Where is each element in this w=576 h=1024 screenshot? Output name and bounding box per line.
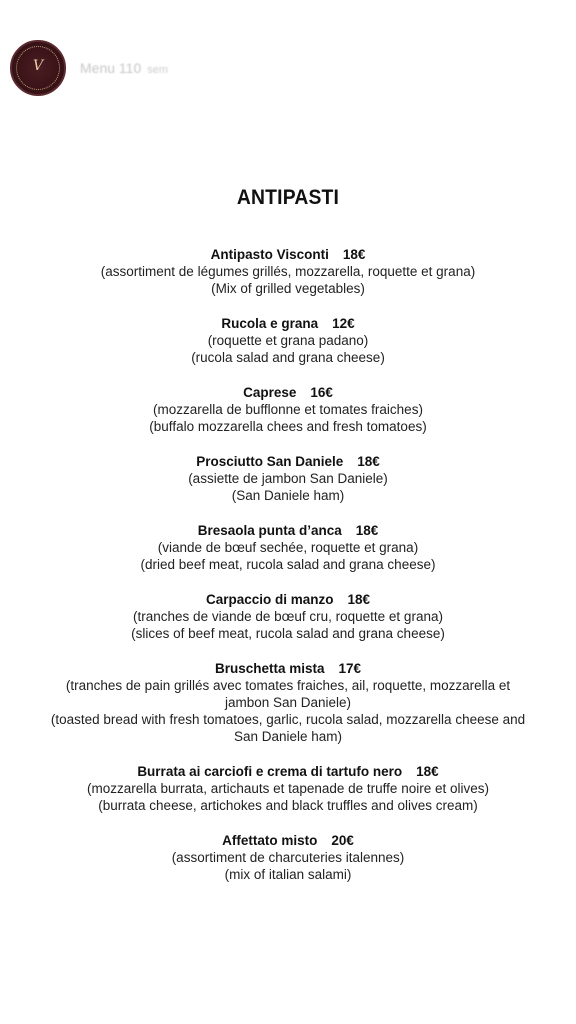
menu-item <box>0 591 576 642</box>
menu-item-description: (mozzarella burrata, artichauts et tapenade de truffe noire et olives) <box>87 781 489 796</box>
menu-item-price: 20€ <box>331 833 354 848</box>
menu-item-description: (toasted bread with fresh tomatoes, garlic, rucola salad, mozzarella cheese and <box>50 712 526 727</box>
menu-item-description: (tranches de viande de bœuf cru, roquette et grana) <box>133 609 443 624</box>
menu-item-description: (roquette et grana padano) <box>207 333 369 348</box>
menu-item-header <box>0 384 576 401</box>
menu-item-header <box>0 763 576 780</box>
menu-item-description: (tranches de pain grillés avec tomates fraiches, ail, roquette, mozzarella et <box>65 678 511 693</box>
menu-item <box>0 660 576 745</box>
menu-item-description: San Daniele ham) <box>233 729 343 744</box>
profile-avatar[interactable] <box>10 40 66 96</box>
logo-monogram-icon: V <box>32 58 44 74</box>
menu-item-name: Affettato misto <box>222 833 318 848</box>
menu-item <box>0 246 576 297</box>
menu-item-header <box>0 246 576 263</box>
menu-item-name: Caprese <box>243 385 297 400</box>
menu-item <box>0 522 576 573</box>
menu-item-header <box>0 591 576 608</box>
menu-item-description: (viande de bœuf sechée, roquette et grana) <box>157 540 419 555</box>
menu-item-description: (mix of italian salami) <box>224 867 352 882</box>
menu-item <box>0 315 576 366</box>
menu-item-description: (assiette de jambon San Daniele) <box>188 471 388 486</box>
menu-item-description: (slices of beef meat, rucola salad and grana cheese) <box>131 626 445 641</box>
menu-section-title: ANTIPASTI <box>236 186 340 209</box>
menu-item-price: 17€ <box>338 661 362 676</box>
story-meta <box>80 60 168 76</box>
menu-item-name: Rucola e grana <box>221 316 319 331</box>
menu-item-description: (San Daniele ham) <box>231 488 345 503</box>
menu-item-description: (buffalo mozzarella chees and fresh tomatoes) <box>149 419 427 434</box>
menu-item-name: Antipasto Visconti <box>210 247 329 262</box>
menu-item-header <box>0 453 576 470</box>
menu-page <box>0 186 576 901</box>
menu-item <box>0 832 576 883</box>
menu-item-description: jambon San Daniele) <box>224 695 352 710</box>
menu-item-description: (Mix of grilled vegetables) <box>211 281 365 296</box>
menu-item-description: (dried beef meat, rucola salad and grana cheese) <box>140 557 436 572</box>
menu-item-name: Bruschetta mista <box>214 661 325 676</box>
story-timestamp: sem <box>147 64 169 76</box>
menu-item-name: Prosciutto San Daniele <box>196 454 344 469</box>
menu-item-price: 18€ <box>342 247 366 262</box>
menu-item-name: Burrata ai carciofi e crema di tartufo nero <box>137 764 403 779</box>
menu-item-header <box>0 660 576 677</box>
menu-item-price: 18€ <box>347 592 371 607</box>
menu-item-description: (burrata cheese, artichokes and black truffles and olives cream) <box>98 798 478 813</box>
menu-item-header <box>0 832 576 849</box>
menu-item-price: 18€ <box>416 764 439 779</box>
story-header <box>10 40 168 96</box>
menu-item-description: (mozzarella de bufflonne et tomates fraiches) <box>153 402 423 417</box>
menu-item-header <box>0 522 576 539</box>
menu-item <box>0 453 576 504</box>
menu-item-header <box>0 315 576 332</box>
menu-item <box>0 384 576 435</box>
menu-item <box>0 763 576 814</box>
menu-item-price: 18€ <box>357 454 380 469</box>
menu-item-description: (rucola salad and grana cheese) <box>191 350 385 365</box>
menu-item-description: (assortiment de charcuteries italennes) <box>171 850 405 865</box>
account-name[interactable]: Menu 110 <box>80 60 142 76</box>
dish-list <box>0 246 576 883</box>
menu-item-name: Bresaola punta d’anca <box>197 523 342 538</box>
menu-item-name: Carpaccio di manzo <box>205 592 334 607</box>
menu-item-description: (assortiment de légumes grillés, mozzarella, roquette et grana) <box>100 264 476 279</box>
menu-item-price: 12€ <box>332 316 355 331</box>
menu-item-price: 16€ <box>310 385 333 400</box>
menu-item-price: 18€ <box>355 523 379 538</box>
